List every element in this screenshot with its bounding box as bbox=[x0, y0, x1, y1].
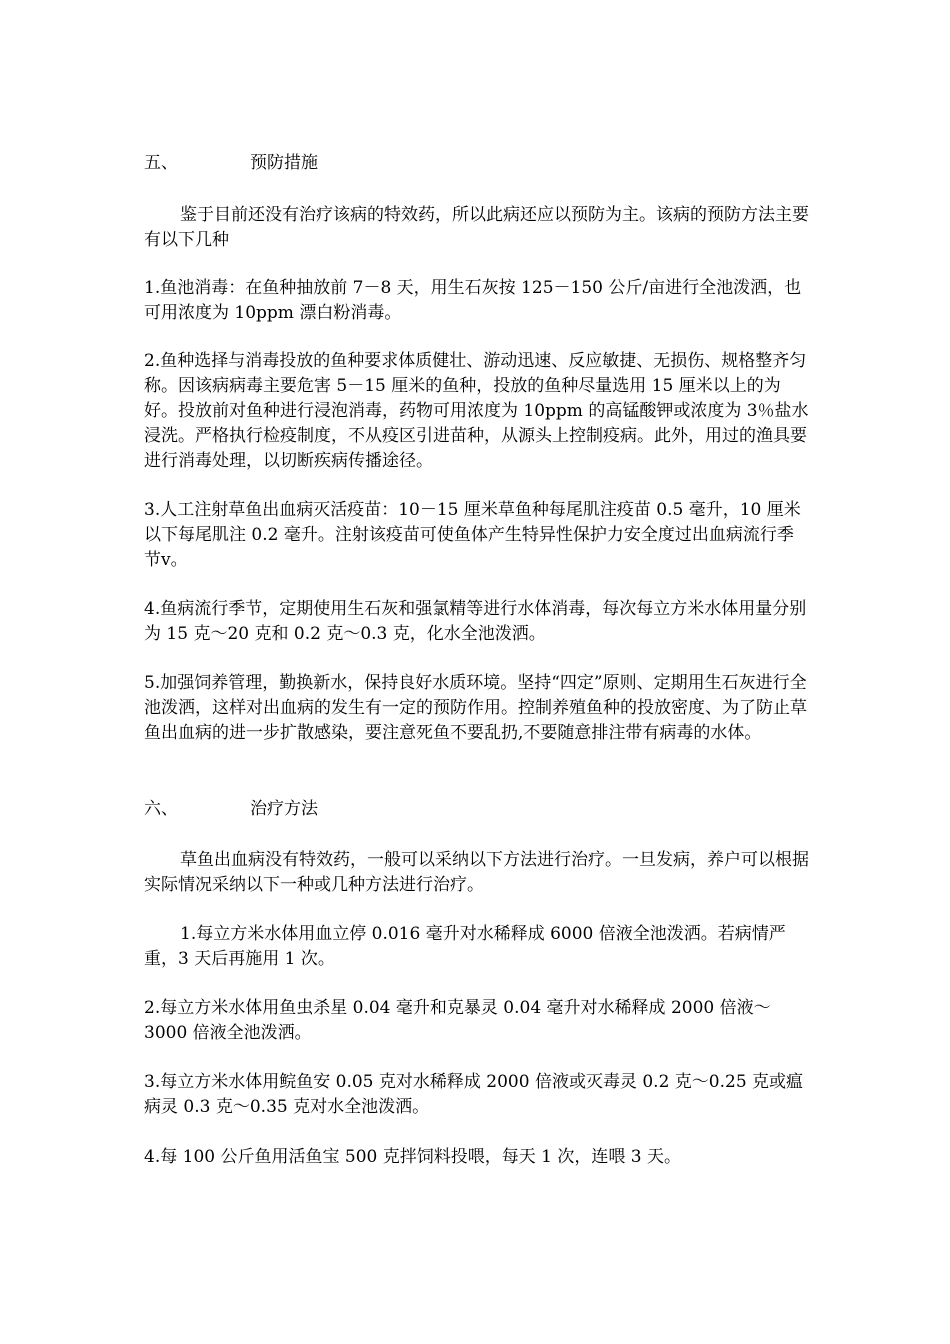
treatment-item-4: 4.每 100 公斤鱼用活鱼宝 500 克拌饲料投喂，每天 1 次，连喂 3 天。 bbox=[144, 1147, 681, 1167]
prevention-item-4: 4.鱼病流行季节，定期使用生石灰和强氯精等进行水体消毒，每次每立方米水体用量分别为 15 克～20 克和 0.2 克～0.3 克，化水全池泼洒。 bbox=[144, 599, 807, 644]
prevention-item-1: 1.鱼池消毒：在鱼种抽放前 7－8 天，用生石灰按 125－150 公斤/亩进行全池泼洒，也可用浓度为 10ppm 漂白粉消毒。 bbox=[144, 278, 802, 323]
prevention-intro-paragraph: 鉴于目前还没有治疗该病的特效药，所以此病还应以预防为主。该病的预防方法主要有以下几种 bbox=[144, 205, 809, 250]
treatment-item-1: 1.每立方米水体用血立停 0.016 毫升对水稀释成 6000 倍液全池泼洒。若病情严重，3 天后再施用 1 次。 bbox=[144, 924, 786, 969]
section-number: 五、 bbox=[144, 153, 178, 173]
treatment-intro-paragraph: 草鱼出血病没有特效药，一般可以采纳以下方法进行治疗。一旦发病，养户可以根据实际情况采纳以下一种或几种方法进行治疗。 bbox=[144, 850, 809, 895]
treatment-item-2: 2.每立方米水体用鱼虫杀星 0.04 毫升和克暴灵 0.04 毫升对水稀释成 2000 倍液～3000 倍液全池泼洒。 bbox=[144, 998, 771, 1043]
section-title: 预防措施 bbox=[250, 153, 318, 173]
section-heading-treatment bbox=[144, 797, 809, 822]
section-heading-prevention bbox=[144, 151, 809, 176]
treatment-item-3: 3.每立方米水体用鲩鱼安 0.05 克对水稀释成 2000 倍液或灭毒灵 0.2 克～0.25 克或瘟病灵 0.3 克～0.35 克对水全池泼洒。 bbox=[144, 1072, 804, 1117]
prevention-item-3: 3.人工注射草鱼出血病灭活疫苗：10－15 厘米草鱼种每尾肌注疫苗 0.5 毫升，10 厘米以下每尾肌注 0.2 毫升。注射该疫苗可使鱼体产生特异性保护力安全度过出血病流行季节v。 bbox=[144, 500, 801, 570]
section-title: 治疗方法 bbox=[250, 799, 318, 819]
prevention-item-5: 5.加强饲养管理，勤换新水，保持良好水质环境。坚持“四定”原则、定期用生石灰进行全池泼洒，这样对出血病的发生有一定的预防作用。控制养殖鱼种的投放密度、为了防止草鱼出血病的进一步扩散感染，要注意死鱼不要乱扔,不要随意排注带有病毒的水体。 bbox=[144, 673, 807, 743]
prevention-item-2: 2.鱼种选择与消毒投放的鱼种要求体质健壮、游动迅速、反应敏捷、无损伤、规格整齐匀称。因该病病毒主要危害 5－15 厘米的鱼种，投放的鱼种尽量选用 15 厘米以上的为好。投放前对鱼种进行浸泡消毒，药物可用浓度为 10ppm 的高锰酸钾或浓度为 3％盐水浸洗。严格执行检疫制度，不从疫区引进苗种，从源头上控制疫病。此外，用过的渔具要进行消毒处理，以切断疾病传播途径。 bbox=[144, 351, 809, 471]
section-number: 六、 bbox=[144, 799, 178, 819]
